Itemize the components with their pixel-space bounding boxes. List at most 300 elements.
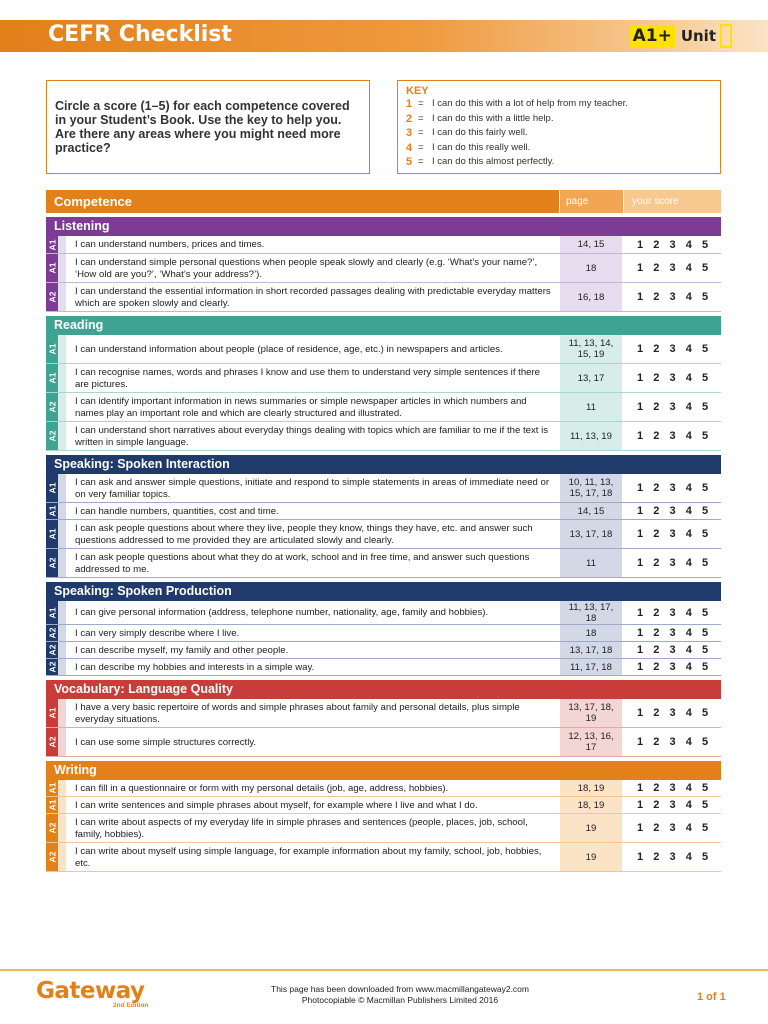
page-reference: 19	[560, 814, 622, 842]
score-option-1[interactable]: 1	[636, 606, 644, 619]
level-tag	[46, 364, 66, 392]
page-reference: 11, 13, 14, 15, 19	[560, 335, 622, 363]
level-tag	[46, 549, 66, 577]
score-options	[622, 843, 721, 871]
key-item	[406, 112, 712, 127]
unit-level-label: A1+	[630, 25, 675, 47]
score-option-5[interactable]: 5	[701, 736, 709, 748]
section-heading: Reading	[46, 316, 721, 335]
score-option-1[interactable]: 1	[636, 557, 644, 569]
level-tag	[46, 780, 66, 796]
level-tag	[46, 520, 66, 548]
score-option-2[interactable]: 2	[653, 505, 660, 517]
brand-name: Gateway	[36, 978, 145, 1004]
level-label: A1	[47, 782, 57, 794]
competence-description: I can write sentences and simple phrases about myself, for example where I live and what I do.	[75, 799, 478, 811]
page-reference: 16, 18	[560, 283, 622, 311]
score-option-1[interactable]: 1	[636, 661, 644, 673]
score-option-2[interactable]: 2	[653, 627, 660, 639]
score-option-1[interactable]: 1	[636, 482, 644, 494]
level-tag-fill	[46, 236, 58, 253]
level-label: A2	[47, 644, 57, 656]
score-option-3[interactable]: 3	[669, 557, 676, 569]
score-option-4[interactable]: 4	[685, 799, 692, 811]
table-row	[46, 797, 721, 814]
key-box	[397, 80, 721, 174]
footer-download-line: This page has been downloaded from www.macmillangateway2.com	[271, 984, 529, 994]
level-tag	[46, 393, 66, 421]
score-option-4[interactable]: 4	[685, 707, 692, 719]
competence-description: I can identify important information in news summaries or simple newspaper articles in which numbers and names play an important role and which are clearly structured and illustrated.	[75, 396, 527, 419]
competence-description: I can understand information about people (place of residence, age, etc.) in newspapers and articles.	[75, 343, 503, 355]
table-row	[46, 843, 721, 872]
level-tag-fill	[46, 814, 58, 842]
key-list	[406, 97, 712, 170]
score-option-3[interactable]: 3	[669, 782, 676, 794]
level-tag-fill	[46, 549, 58, 577]
page-reference: 11, 13, 17, 18	[560, 601, 622, 624]
level-label: A1	[47, 528, 57, 540]
key-item-text: I can do this really well.	[432, 141, 531, 153]
score-option-1[interactable]: 1	[636, 505, 644, 517]
level-tag-fill	[46, 659, 58, 675]
score-option-5[interactable]: 5	[701, 238, 709, 251]
score-option-1[interactable]: 1	[636, 430, 644, 442]
key-item-number: 3	[406, 127, 413, 139]
score-option-5[interactable]: 5	[701, 851, 709, 863]
score-option-3[interactable]: 3	[669, 661, 676, 673]
key-item	[406, 155, 712, 170]
score-option-5[interactable]: 5	[701, 799, 709, 811]
competence-description: I can ask people questions about what they do at work, school and in free time, and answer such questions addressed to me.	[75, 552, 530, 575]
score-options	[622, 814, 721, 842]
score-option-2[interactable]: 2	[653, 291, 660, 303]
competence-description: I can fill in a questionnaire or form with my personal details (job, age, address, hobbies).	[75, 782, 449, 794]
score-option-5[interactable]: 5	[701, 782, 709, 794]
key-item-equals: =	[418, 141, 424, 153]
page-reference: 18	[560, 625, 622, 641]
table-section	[46, 455, 721, 578]
level-tag-fill	[46, 393, 58, 421]
score-option-1[interactable]: 1	[636, 707, 644, 719]
table-section	[46, 761, 721, 872]
score-options	[622, 549, 721, 577]
key-item-text: I can do this fairly well.	[432, 127, 528, 138]
page-reference: 19	[560, 843, 622, 871]
score-option-3[interactable]: 3	[669, 644, 676, 656]
column-header-score: your score	[624, 190, 721, 213]
level-tag-fill	[46, 601, 58, 624]
score-option-4[interactable]: 4	[685, 606, 692, 619]
page-reference: 13, 17, 18	[560, 642, 622, 658]
footer-text	[230, 984, 570, 1006]
score-options	[622, 236, 721, 253]
key-item	[406, 97, 712, 112]
score-option-4[interactable]: 4	[685, 661, 692, 673]
key-item-text: I can do this with a lot of help from my teacher.	[432, 98, 628, 109]
level-label: A1	[47, 505, 57, 517]
score-options	[622, 797, 721, 813]
level-tag	[46, 699, 66, 727]
page-title: CEFR Checklist	[48, 22, 232, 47]
score-option-2[interactable]: 2	[653, 799, 660, 811]
level-tag	[46, 814, 66, 842]
table-row	[46, 335, 721, 364]
score-option-5[interactable]: 5	[701, 343, 709, 355]
level-label: A1	[47, 239, 57, 250]
level-label: A2	[47, 661, 57, 673]
level-tag	[46, 659, 66, 675]
table-row	[46, 393, 721, 422]
section-heading: Speaking: Spoken Interaction	[46, 455, 721, 474]
score-options	[622, 642, 721, 658]
score-option-2[interactable]: 2	[653, 851, 660, 863]
score-option-4[interactable]: 4	[685, 430, 692, 442]
score-option-4[interactable]: 4	[685, 262, 692, 274]
brand-edition: 2nd Edition	[113, 1002, 149, 1009]
key-item-number: 1	[406, 98, 413, 110]
table-row	[46, 780, 721, 797]
score-option-2[interactable]: 2	[653, 661, 660, 673]
score-option-5[interactable]: 5	[701, 557, 709, 569]
level-tag-fill	[46, 699, 58, 727]
page-reference: 14, 15	[560, 236, 622, 253]
key-item-equals: =	[418, 112, 424, 124]
level-tag	[46, 236, 66, 253]
score-options	[622, 283, 721, 311]
key-item	[406, 126, 712, 141]
level-tag-fill	[46, 843, 58, 871]
table-section	[46, 680, 721, 757]
level-label: A1	[47, 482, 57, 494]
table-section	[46, 217, 721, 312]
competence-description: I can understand simple personal questions when people speak slowly and clearly (e.g. ‘What’s your name?’, ‘How old are you?’, ‘What’s your address?’).	[75, 257, 538, 280]
page-reference: 10, 11, 13, 15, 17, 18	[560, 474, 622, 502]
key-item-number: 5	[406, 156, 413, 168]
score-option-3[interactable]: 3	[669, 606, 676, 619]
level-label: A2	[47, 291, 57, 303]
page-reference: 13, 17	[560, 364, 622, 392]
score-option-2[interactable]: 2	[653, 822, 660, 834]
score-option-2[interactable]: 2	[653, 782, 660, 794]
score-option-2[interactable]: 2	[653, 528, 660, 540]
level-label: A1	[47, 799, 57, 811]
score-option-4[interactable]: 4	[685, 627, 692, 639]
level-tag-fill	[46, 642, 58, 658]
score-option-2[interactable]: 2	[653, 644, 660, 656]
level-tag-fill	[46, 797, 58, 813]
level-tag-fill	[46, 335, 58, 363]
section-heading: Listening	[46, 217, 721, 236]
score-option-1[interactable]: 1	[636, 291, 644, 303]
level-tag-fill	[46, 364, 58, 392]
score-option-1[interactable]: 1	[636, 644, 644, 656]
score-option-5[interactable]: 5	[701, 372, 709, 384]
score-option-3[interactable]: 3	[669, 822, 676, 834]
score-options	[622, 699, 721, 727]
score-option-5[interactable]: 5	[701, 644, 709, 656]
score-options	[622, 520, 721, 548]
level-tag	[46, 843, 66, 871]
competence-description: I can write about aspects of my everyday life in simple phrases and sentences (people, places, job, school, family, hobbies).	[75, 817, 528, 840]
score-options	[622, 625, 721, 641]
score-option-5[interactable]: 5	[701, 505, 709, 517]
level-tag	[46, 642, 66, 658]
table-row	[46, 699, 721, 728]
level-label: A2	[47, 851, 57, 863]
score-option-3[interactable]: 3	[669, 401, 676, 413]
level-tag	[46, 335, 66, 363]
page-reference: 18	[560, 254, 622, 282]
score-option-4[interactable]: 4	[685, 557, 692, 569]
score-option-5[interactable]: 5	[701, 528, 709, 540]
unit-badge	[630, 23, 732, 49]
level-label: A1	[47, 607, 57, 618]
table-row	[46, 236, 721, 254]
score-options	[622, 659, 721, 675]
score-options	[622, 335, 721, 363]
score-option-1[interactable]: 1	[636, 627, 644, 639]
level-tag-fill	[46, 503, 58, 519]
score-option-4[interactable]: 4	[685, 528, 692, 540]
score-option-4[interactable]: 4	[685, 736, 692, 748]
section-heading: Writing	[46, 761, 721, 780]
score-option-1[interactable]: 1	[636, 238, 644, 251]
level-tag-fill	[46, 283, 58, 311]
footer-divider	[0, 969, 768, 971]
level-label: A2	[47, 627, 57, 639]
score-option-5[interactable]: 5	[701, 291, 709, 303]
table-row	[46, 659, 721, 676]
level-tag-fill	[46, 625, 58, 641]
score-option-4[interactable]: 4	[685, 238, 692, 251]
score-option-3[interactable]: 3	[669, 262, 676, 274]
score-option-3[interactable]: 3	[669, 505, 676, 517]
competence-description: I can use some simple structures correctly.	[75, 736, 257, 748]
score-option-4[interactable]: 4	[685, 505, 692, 517]
score-option-2[interactable]: 2	[653, 482, 660, 494]
page-reference: 18, 19	[560, 780, 622, 796]
table-header	[46, 190, 721, 213]
level-tag	[46, 254, 66, 282]
page-reference: 13, 17, 18, 19	[560, 699, 622, 727]
page-header	[0, 20, 768, 52]
score-option-4[interactable]: 4	[685, 822, 692, 834]
page-number: 1 of 1	[697, 991, 726, 1003]
score-options	[622, 503, 721, 519]
table-row	[46, 364, 721, 393]
score-option-3[interactable]: 3	[669, 372, 676, 384]
level-tag	[46, 728, 66, 756]
score-options	[622, 728, 721, 756]
competence-description: I can ask people questions about where they live, people they know, things they have, etc. and answer such questions addressed to me provided they are articulated slowly and clearly.	[75, 523, 533, 546]
level-tag-fill	[46, 520, 58, 548]
unit-word-label: Unit	[680, 27, 716, 45]
score-option-3[interactable]: 3	[669, 736, 676, 748]
table-row	[46, 728, 721, 757]
score-option-2[interactable]: 2	[653, 262, 660, 274]
competence-description: I can ask and answer simple questions, initiate and respond to simple statements in areas of immediate need or on very familiar topics.	[75, 477, 550, 500]
page-reference: 11, 17, 18	[560, 659, 622, 675]
key-item-number: 4	[406, 141, 413, 154]
score-option-1[interactable]: 1	[636, 799, 644, 811]
table-section	[46, 316, 721, 451]
page-reference: 18, 19	[560, 797, 622, 813]
level-label: A2	[47, 557, 57, 569]
key-item-equals: =	[418, 156, 424, 167]
level-tag	[46, 625, 66, 641]
score-option-4[interactable]: 4	[685, 782, 692, 794]
score-option-4[interactable]: 4	[685, 343, 692, 355]
page-reference: 11, 13, 19	[560, 422, 622, 450]
score-option-2[interactable]: 2	[653, 343, 660, 355]
level-label: A1	[47, 343, 57, 355]
score-options	[622, 780, 721, 796]
score-option-3[interactable]: 3	[669, 238, 676, 251]
level-label: A1	[47, 707, 57, 719]
unit-number	[720, 24, 732, 48]
key-item-text: I can do this with a little help.	[432, 112, 554, 124]
competence-description: I can understand numbers, prices and times.	[75, 239, 265, 251]
score-option-4[interactable]: 4	[685, 372, 692, 384]
table-row	[46, 422, 721, 451]
score-option-1[interactable]: 1	[636, 401, 644, 413]
table-row	[46, 642, 721, 659]
score-option-1[interactable]: 1	[636, 782, 644, 794]
key-item-equals: =	[418, 127, 424, 138]
score-option-4[interactable]: 4	[685, 291, 692, 303]
score-option-2[interactable]: 2	[653, 372, 660, 384]
table-row	[46, 520, 721, 549]
page-reference: 12, 13, 16, 17	[560, 728, 622, 756]
table-row	[46, 283, 721, 312]
score-option-2[interactable]: 2	[653, 401, 660, 413]
score-option-5[interactable]: 5	[701, 606, 709, 619]
score-option-5[interactable]: 5	[701, 661, 709, 673]
score-option-5[interactable]: 5	[701, 707, 709, 719]
instructions-box	[46, 80, 370, 174]
score-option-1[interactable]: 1	[636, 822, 644, 834]
score-option-3[interactable]: 3	[669, 707, 676, 719]
level-label: A2	[47, 822, 57, 834]
score-options	[622, 601, 721, 624]
level-label: A1	[47, 372, 57, 384]
section-heading: Speaking: Spoken Production	[46, 582, 721, 601]
table-body	[46, 217, 721, 872]
level-tag	[46, 283, 66, 311]
competence-description: I can understand short narratives about everyday things dealing with topics which are familiar to me if the text is written in simple language.	[75, 425, 548, 448]
level-label: A2	[47, 401, 57, 413]
score-option-2[interactable]: 2	[653, 430, 660, 442]
key-item-equals: =	[418, 98, 424, 109]
score-option-2[interactable]: 2	[653, 606, 660, 619]
column-header-competence: Competence	[46, 190, 559, 213]
score-option-1[interactable]: 1	[636, 343, 644, 355]
score-option-3[interactable]: 3	[669, 528, 676, 540]
page-reference: 11	[560, 549, 622, 577]
score-option-4[interactable]: 4	[685, 482, 692, 494]
page-reference: 13, 17, 18	[560, 520, 622, 548]
level-tag	[46, 797, 66, 813]
competence-description: I can recognise names, words and phrases I know and use them to understand very simple sentences if there are pictures.	[75, 367, 541, 390]
score-option-5[interactable]: 5	[701, 430, 709, 442]
score-option-3[interactable]: 3	[669, 482, 676, 494]
level-tag-fill	[46, 780, 58, 796]
score-option-5[interactable]: 5	[701, 822, 709, 834]
competence-description: I can understand the essential information in short recorded passages dealing with predictable everyday matters which are spoken slowly and clearly.	[75, 286, 551, 309]
score-option-1[interactable]: 1	[636, 528, 644, 540]
score-option-3[interactable]: 3	[669, 430, 676, 442]
score-option-4[interactable]: 4	[685, 644, 692, 656]
score-options	[622, 254, 721, 282]
key-item-number: 2	[406, 112, 413, 125]
level-label: A2	[47, 736, 57, 748]
competence-description: I can describe my hobbies and interests in a simple way.	[75, 661, 315, 673]
table-row	[46, 549, 721, 578]
level-tag-fill	[46, 254, 58, 282]
competence-description: I can describe myself, my family and other people.	[75, 644, 289, 656]
score-option-3[interactable]: 3	[669, 291, 676, 303]
table-row	[46, 601, 721, 625]
score-option-2[interactable]: 2	[653, 238, 660, 251]
score-options	[622, 393, 721, 421]
table-row	[46, 254, 721, 283]
score-option-2[interactable]: 2	[653, 557, 660, 569]
score-options	[622, 364, 721, 392]
score-option-3[interactable]: 3	[669, 343, 676, 355]
score-option-4[interactable]: 4	[685, 851, 692, 863]
score-option-5[interactable]: 5	[701, 482, 709, 494]
column-header-page: page	[560, 190, 623, 213]
score-option-1[interactable]: 1	[636, 736, 644, 748]
level-tag	[46, 601, 66, 624]
page-reference: 14, 15	[560, 503, 622, 519]
competence-description: I have a very basic repertoire of words and simple phrases about family and personal details, plus simple everyday situations.	[75, 702, 520, 725]
key-item	[406, 141, 712, 156]
score-option-3[interactable]: 3	[669, 799, 676, 811]
score-option-5[interactable]: 5	[701, 262, 709, 274]
score-option-5[interactable]: 5	[701, 401, 709, 413]
table-row	[46, 474, 721, 503]
score-options	[622, 422, 721, 450]
score-option-1[interactable]: 1	[636, 372, 644, 384]
level-tag-fill	[46, 474, 58, 502]
level-tag	[46, 474, 66, 502]
table-row	[46, 625, 721, 642]
table-row	[46, 814, 721, 843]
competence-description: I can write about myself using simple language, for example information about my family, school, job, hobbies, etc.	[75, 846, 542, 869]
key-item-text: I can do this almost perfectly.	[432, 156, 555, 167]
competence-description: I can very simply describe where I live.	[75, 627, 240, 639]
brand-logo	[36, 978, 149, 1009]
cefr-table	[46, 190, 721, 872]
score-option-3[interactable]: 3	[669, 851, 676, 863]
competence-description: I can handle numbers, quantities, cost and time.	[75, 505, 279, 517]
score-option-4[interactable]: 4	[685, 401, 692, 413]
table-row	[46, 503, 721, 520]
level-label: A2	[47, 430, 57, 442]
score-option-1[interactable]: 1	[636, 262, 644, 274]
score-option-5[interactable]: 5	[701, 627, 709, 639]
score-option-2[interactable]: 2	[653, 736, 660, 748]
score-option-3[interactable]: 3	[669, 627, 676, 639]
table-section	[46, 582, 721, 676]
score-option-1[interactable]: 1	[636, 851, 644, 863]
score-option-2[interactable]: 2	[653, 707, 660, 719]
section-heading: Vocabulary: Language Quality	[46, 680, 721, 699]
instructions-text: Circle a score (1–5) for each competence covered in your Student’s Book. Use the key to help you. Are there any areas where you might need more practice?	[55, 99, 350, 155]
level-tag-fill	[46, 422, 58, 450]
